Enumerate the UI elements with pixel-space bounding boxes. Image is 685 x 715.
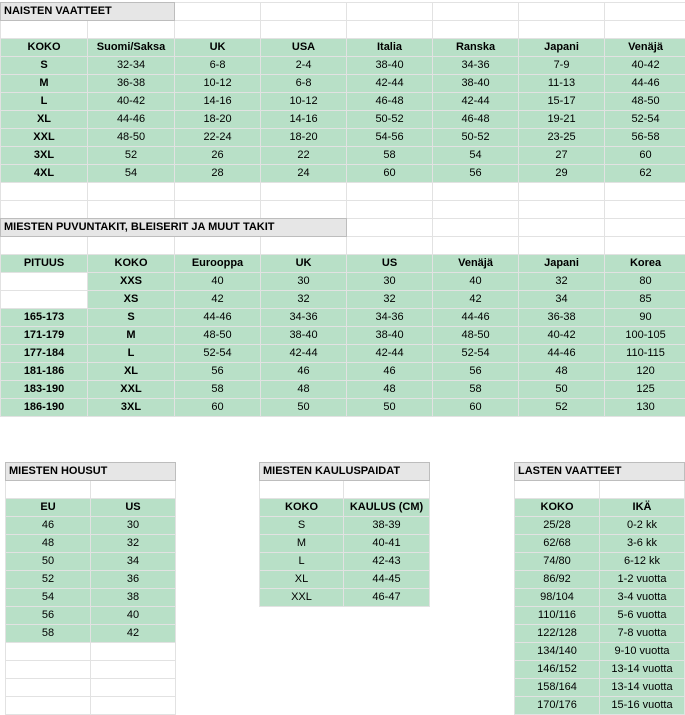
table-cell: 80 <box>605 273 685 291</box>
table-cell: 7-8 vuotta <box>600 625 685 643</box>
table-cell: 58 <box>6 625 91 643</box>
table-cell: 86/92 <box>515 571 600 589</box>
table-row <box>260 589 430 607</box>
table-row <box>1 327 685 345</box>
women-column-header: Suomi/Saksa <box>88 39 175 57</box>
table-cell: 130 <box>605 399 685 417</box>
table-cell: 52 <box>6 571 91 589</box>
table-cell: 11-13 <box>519 75 605 93</box>
table-cell: S <box>260 517 344 535</box>
table-cell: 60 <box>605 147 685 165</box>
table-cell: 62 <box>605 165 685 183</box>
table-cell: 30 <box>261 273 347 291</box>
table-row <box>1 363 685 381</box>
men-jackets-column-header: Korea <box>605 255 685 273</box>
women-column-header: Venäjä <box>605 39 685 57</box>
men-trousers-column-header: US <box>91 499 176 517</box>
table-cell: 50 <box>261 399 347 417</box>
table-cell: 54 <box>433 147 519 165</box>
table-cell: 60 <box>433 399 519 417</box>
table-row <box>515 571 685 589</box>
table-row <box>1 309 685 327</box>
table-cell: 24 <box>261 165 347 183</box>
women-column-header: KOKO <box>1 39 88 57</box>
table-cell: 34-36 <box>347 309 433 327</box>
women-column-header: Japani <box>519 39 605 57</box>
table-cell: 13-14 vuotta <box>600 661 685 679</box>
table-cell: 98/104 <box>515 589 600 607</box>
table-cell: 3XL <box>88 399 175 417</box>
table-cell: 56-58 <box>605 129 685 147</box>
table-cell: 14-16 <box>261 111 347 129</box>
table-cell: 165-173 <box>1 309 88 327</box>
table-cell: 44-46 <box>519 345 605 363</box>
men-trousers-column-header: EU <box>6 499 91 517</box>
table-cell: 28 <box>175 165 261 183</box>
table-cell: 19-21 <box>519 111 605 129</box>
men-shirts-size-table <box>259 462 430 607</box>
table-row <box>1 129 685 147</box>
table-cell: 56 <box>433 165 519 183</box>
table-cell: 3-4 vuotta <box>600 589 685 607</box>
table-cell: 62/68 <box>515 535 600 553</box>
table-cell: 6-8 <box>175 57 261 75</box>
table-cell: 58 <box>433 381 519 399</box>
table-cell: L <box>1 93 88 111</box>
table-cell: 120 <box>605 363 685 381</box>
table-cell: 40 <box>433 273 519 291</box>
men-jackets-column-header: Venäjä <box>433 255 519 273</box>
table-cell: 42-44 <box>261 345 347 363</box>
table-cell: L <box>260 553 344 571</box>
table-cell: 40 <box>91 607 176 625</box>
table-row <box>515 697 685 715</box>
table-cell: 48 <box>347 381 433 399</box>
kids-size-table <box>514 462 685 715</box>
table-cell: 18-20 <box>261 129 347 147</box>
table-cell: 50 <box>347 399 433 417</box>
table-row <box>1 345 685 363</box>
table-cell: 36 <box>91 571 176 589</box>
men-trousers-size-table <box>5 462 176 715</box>
table-cell: 54 <box>88 165 175 183</box>
table-cell: 50-52 <box>433 129 519 147</box>
table-row <box>1 75 685 93</box>
table-row <box>1 399 685 417</box>
table-cell: 48 <box>6 535 91 553</box>
table-cell: 90 <box>605 309 685 327</box>
table-row <box>6 625 176 643</box>
table-cell: 100-105 <box>605 327 685 345</box>
table-cell: 42 <box>175 291 261 309</box>
table-cell: 50 <box>519 381 605 399</box>
table-row <box>1 147 685 165</box>
table-cell: 42 <box>91 625 176 643</box>
kids-column-header: KOKO <box>515 499 600 517</box>
men-jackets-table-title: MIESTEN PUVUNTAKIT, BLEISERIT JA MUUT TAKIT <box>1 219 347 237</box>
table-cell: 48-50 <box>605 93 685 111</box>
table-cell: XL <box>260 571 344 589</box>
table-cell: 186-190 <box>1 399 88 417</box>
table-cell: 42 <box>433 291 519 309</box>
table-cell: 48-50 <box>433 327 519 345</box>
table-cell: 40-42 <box>605 57 685 75</box>
table-row <box>515 643 685 661</box>
table-row <box>515 607 685 625</box>
table-row <box>515 661 685 679</box>
table-cell: 7-9 <box>519 57 605 75</box>
table-row <box>515 553 685 571</box>
table-row <box>6 553 176 571</box>
table-cell: 170/176 <box>515 697 600 715</box>
table-cell: 44-45 <box>344 571 430 589</box>
men-jackets-column-header: KOKO <box>88 255 175 273</box>
table-cell: S <box>1 57 88 75</box>
table-row <box>1 111 685 129</box>
table-cell: 5-6 vuotta <box>600 607 685 625</box>
table-cell: 30 <box>91 517 176 535</box>
table-cell: 60 <box>175 399 261 417</box>
table-cell: 1-2 vuotta <box>600 571 685 589</box>
table-cell: 74/80 <box>515 553 600 571</box>
table-cell: 52 <box>88 147 175 165</box>
women-column-header: UK <box>175 39 261 57</box>
table-cell: 36-38 <box>88 75 175 93</box>
men-jackets-column-header: Japani <box>519 255 605 273</box>
table-cell: 42-44 <box>347 75 433 93</box>
men-jackets-column-header: PITUUS <box>1 255 88 273</box>
table-cell: 38-40 <box>433 75 519 93</box>
table-cell: 52 <box>519 399 605 417</box>
table-cell: 146/152 <box>515 661 600 679</box>
table-cell: 44-46 <box>175 309 261 327</box>
table-cell: M <box>88 327 175 345</box>
table-cell: S <box>88 309 175 327</box>
table-cell: 48-50 <box>175 327 261 345</box>
table-row <box>6 517 176 535</box>
men-shirts-column-header: KOKO <box>260 499 344 517</box>
kids-column-header: IKÄ <box>600 499 685 517</box>
table-cell: XXL <box>1 129 88 147</box>
table-cell: 44-46 <box>605 75 685 93</box>
table-cell: 15-17 <box>519 93 605 111</box>
table-row <box>6 571 176 589</box>
table-cell <box>1 291 88 309</box>
table-cell: XS <box>88 291 175 309</box>
table-cell: 32 <box>261 291 347 309</box>
table-cell: 6-8 <box>261 75 347 93</box>
table-row <box>515 517 685 535</box>
table-cell: L <box>88 345 175 363</box>
table-cell: XXS <box>88 273 175 291</box>
table-cell: 48 <box>261 381 347 399</box>
table-cell: 42-43 <box>344 553 430 571</box>
table-cell: 23-25 <box>519 129 605 147</box>
men-shirts-column-header: KAULUS (CM) <box>344 499 430 517</box>
men-jackets-column-header: US <box>347 255 433 273</box>
table-cell: 38 <box>91 589 176 607</box>
table-cell: 46 <box>261 363 347 381</box>
table-cell: 46-47 <box>344 589 430 607</box>
table-cell: 27 <box>519 147 605 165</box>
table-cell: 125 <box>605 381 685 399</box>
table-cell: 15-16 vuotta <box>600 697 685 715</box>
table-cell: M <box>1 75 88 93</box>
table-cell: 110/116 <box>515 607 600 625</box>
table-cell: 2-4 <box>261 57 347 75</box>
table-cell: XL <box>88 363 175 381</box>
table-cell: 42-44 <box>433 93 519 111</box>
women-column-header: Italia <box>347 39 433 57</box>
table-cell: 40 <box>175 273 261 291</box>
table-row <box>1 93 685 111</box>
table-row <box>515 589 685 607</box>
table-cell: 158/164 <box>515 679 600 697</box>
table-cell: 44-46 <box>433 309 519 327</box>
table-cell: 32 <box>347 291 433 309</box>
table-cell: 56 <box>6 607 91 625</box>
table-cell: 10-12 <box>175 75 261 93</box>
men-trousers-table-title: MIESTEN HOUSUT <box>6 463 176 481</box>
table-row <box>260 517 430 535</box>
table-cell: 3-6 kk <box>600 535 685 553</box>
men-jackets-column-header: Eurooppa <box>175 255 261 273</box>
table-cell: 48 <box>519 363 605 381</box>
table-cell: 40-42 <box>88 93 175 111</box>
table-row <box>1 57 685 75</box>
table-cell: 22 <box>261 147 347 165</box>
table-cell: 9-10 vuotta <box>600 643 685 661</box>
table-cell: 26 <box>175 147 261 165</box>
table-cell: 44-46 <box>88 111 175 129</box>
table-cell: 52-54 <box>433 345 519 363</box>
table-cell: 46-48 <box>347 93 433 111</box>
table-row <box>6 535 176 553</box>
men-jackets-column-header: UK <box>261 255 347 273</box>
table-cell: 34 <box>519 291 605 309</box>
table-row <box>260 553 430 571</box>
table-cell <box>1 273 88 291</box>
table-cell: 30 <box>347 273 433 291</box>
table-cell: 122/128 <box>515 625 600 643</box>
table-cell: 4XL <box>1 165 88 183</box>
table-cell: 38-39 <box>344 517 430 535</box>
table-cell: 58 <box>347 147 433 165</box>
kids-table-title: LASTEN VAATTEET <box>515 463 685 481</box>
table-cell: 54-56 <box>347 129 433 147</box>
table-cell: 18-20 <box>175 111 261 129</box>
table-cell: 52-54 <box>175 345 261 363</box>
table-cell: 40-41 <box>344 535 430 553</box>
table-cell: 40-42 <box>519 327 605 345</box>
table-cell: 134/140 <box>515 643 600 661</box>
women-column-header: USA <box>261 39 347 57</box>
men-shirts-table-title: MIESTEN KAULUSPAIDAT <box>260 463 430 481</box>
table-cell: XXL <box>260 589 344 607</box>
men-jackets-size-table <box>0 218 685 417</box>
table-cell: 14-16 <box>175 93 261 111</box>
table-cell: 181-186 <box>1 363 88 381</box>
table-cell: 34-36 <box>433 57 519 75</box>
table-cell: 32-34 <box>88 57 175 75</box>
table-cell: M <box>260 535 344 553</box>
table-cell: 32 <box>519 273 605 291</box>
table-cell: 38-40 <box>347 327 433 345</box>
table-cell: 34-36 <box>261 309 347 327</box>
table-cell: 183-190 <box>1 381 88 399</box>
table-cell: 60 <box>347 165 433 183</box>
table-row <box>515 625 685 643</box>
table-cell: 46 <box>347 363 433 381</box>
table-row <box>1 381 685 399</box>
table-cell: 10-12 <box>261 93 347 111</box>
table-cell: 50 <box>6 553 91 571</box>
table-cell: 25/28 <box>515 517 600 535</box>
table-cell: 58 <box>175 381 261 399</box>
table-row <box>260 571 430 589</box>
table-cell: 29 <box>519 165 605 183</box>
table-cell: 36-38 <box>519 309 605 327</box>
table-row <box>6 607 176 625</box>
table-cell: 32 <box>91 535 176 553</box>
table-cell: 48-50 <box>88 129 175 147</box>
table-cell: 6-12 kk <box>600 553 685 571</box>
table-cell: 22-24 <box>175 129 261 147</box>
table-cell: 85 <box>605 291 685 309</box>
table-cell: 3XL <box>1 147 88 165</box>
table-cell: 34 <box>91 553 176 571</box>
table-cell: 50-52 <box>347 111 433 129</box>
table-cell: 0-2 kk <box>600 517 685 535</box>
table-row <box>515 535 685 553</box>
table-row <box>1 291 685 309</box>
table-cell: 42-44 <box>347 345 433 363</box>
women-table-title: NAISTEN VAATTEET <box>1 3 175 21</box>
table-row <box>1 273 685 291</box>
table-row <box>260 535 430 553</box>
table-cell: 13-14 vuotta <box>600 679 685 697</box>
table-cell: 38-40 <box>261 327 347 345</box>
table-cell: 38-40 <box>347 57 433 75</box>
table-row <box>515 679 685 697</box>
table-cell: XXL <box>88 381 175 399</box>
table-cell: 54 <box>6 589 91 607</box>
table-row <box>6 589 176 607</box>
table-cell: 171-179 <box>1 327 88 345</box>
table-cell: 46-48 <box>433 111 519 129</box>
table-cell: 56 <box>433 363 519 381</box>
table-cell: XL <box>1 111 88 129</box>
table-cell: 52-54 <box>605 111 685 129</box>
table-row <box>1 165 685 183</box>
table-cell: 56 <box>175 363 261 381</box>
women-size-table <box>0 2 685 219</box>
women-column-header: Ranska <box>433 39 519 57</box>
table-cell: 46 <box>6 517 91 535</box>
table-cell: 177-184 <box>1 345 88 363</box>
table-cell: 110-115 <box>605 345 685 363</box>
